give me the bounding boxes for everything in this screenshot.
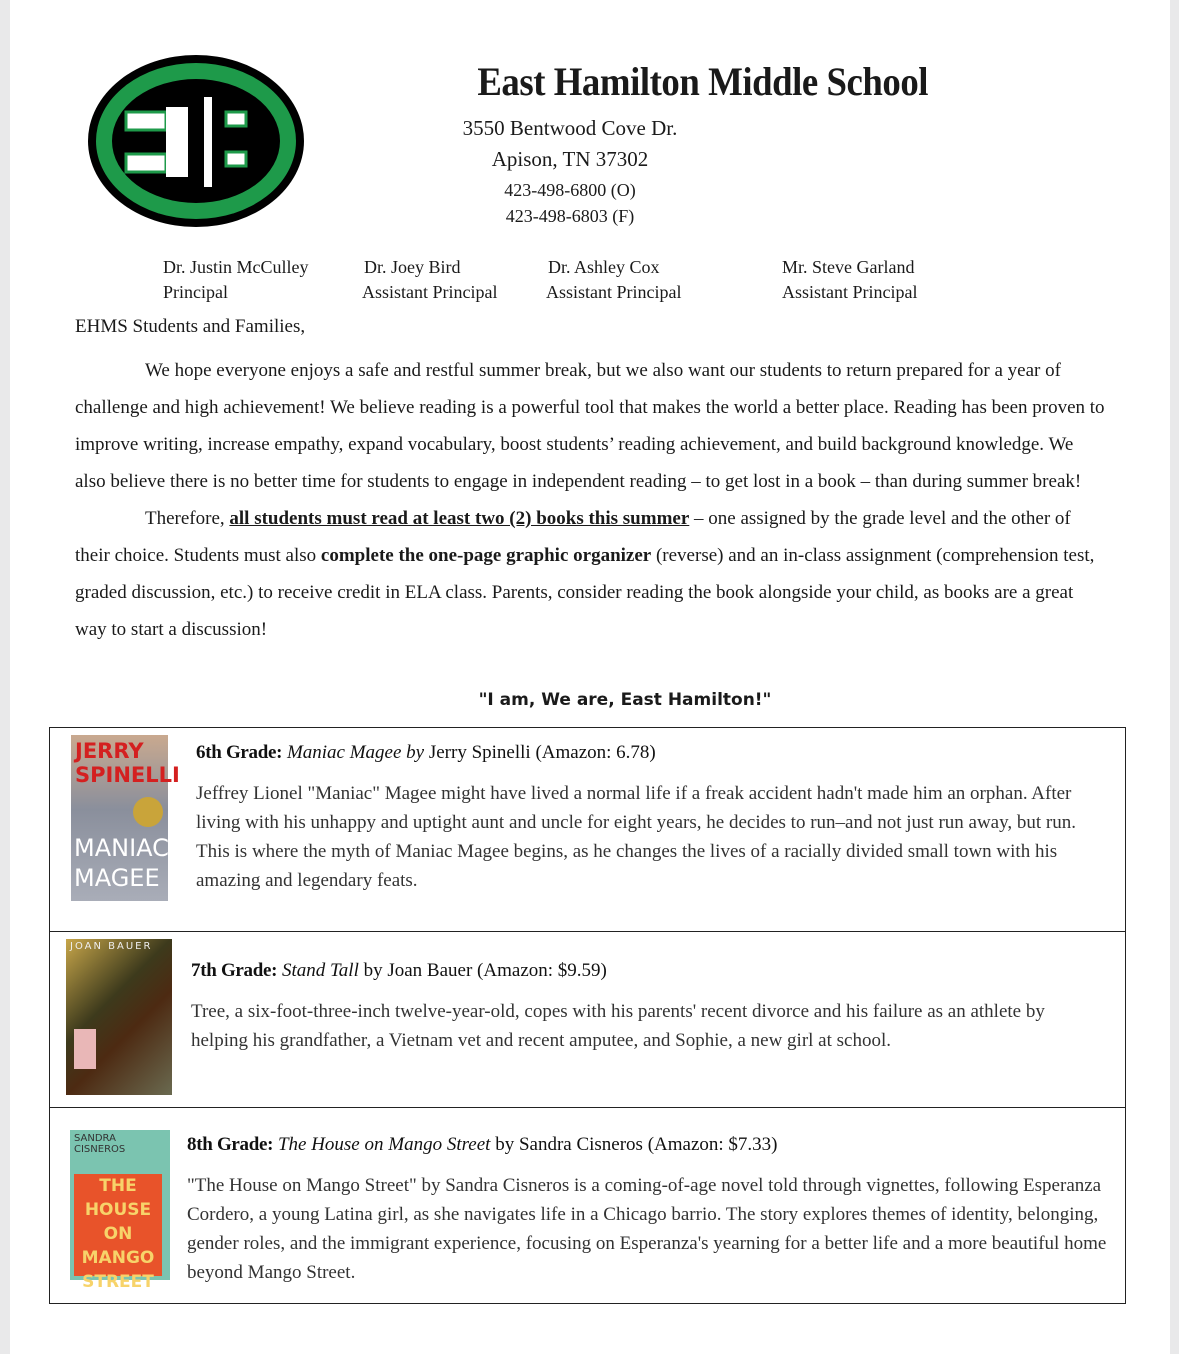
book-heading xyxy=(196,738,1106,767)
book-cover-image: JOAN BAUER xyxy=(66,939,172,1095)
staff-member xyxy=(163,255,309,305)
staff-role: Principal xyxy=(163,282,228,302)
book-table xyxy=(49,727,1126,1304)
address-line-1: 3550 Bentwood Cove Dr. xyxy=(462,116,678,140)
text: – one assigned by the grade level and the other of their choice. Students must also xyxy=(75,508,1071,566)
fax-number: 423-498-6803 (F) xyxy=(505,206,635,226)
paragraph-2 xyxy=(75,500,1105,648)
book-heading xyxy=(187,1130,1107,1159)
school-name: East Hamilton Middle School xyxy=(477,59,929,104)
text: (reverse) and an in-class assignment (comprehension test, graded discussion, etc.) to receive credit in ELA class. Parents, consider reading the book alongside your child, as books are a great way to start a discussion! xyxy=(75,545,1095,640)
staff-role: Assistant Principal xyxy=(362,282,498,302)
book-cover-image: SANDRA CISNEROS THE HOUSE ON MANGO STREET xyxy=(70,1130,170,1280)
organizer-emphasis: complete the one-page graphic organizer xyxy=(320,545,652,566)
staff-role: Assistant Principal xyxy=(546,282,682,302)
book-author-price: Jerry Spinelli (Amazon: 6.78) xyxy=(424,742,656,763)
book-author-price: by Joan Bauer (Amazon: $9.59) xyxy=(358,960,607,981)
book-description: Jeffrey Lionel "Maniac" Magee might have lived a normal life if a freak accident hadn't made him an orphan. After living with his unhappy and uptight aunt and uncle for eight years, he decides to run–and not just run away, but run. This is where the myth of Maniac Magee begins, as he changes the lives of a racially divided small town with his amazing and legendary feats. xyxy=(196,783,1076,891)
greeting: EHMS Students and Families, xyxy=(75,316,306,337)
staff-member xyxy=(782,255,918,305)
staff-member xyxy=(362,255,498,305)
book-row xyxy=(50,931,1125,1107)
grade-label: 7th Grade: xyxy=(191,960,278,981)
book-cover-image: JERRY SPINELLI MANIAC MAGEE xyxy=(71,735,168,901)
staff-name: Dr. Ashley Cox xyxy=(548,257,660,277)
requirement-emphasis: all students must read at least two (2) books this summer xyxy=(229,508,690,529)
paragraph-1: We hope everyone enjoys a safe and restful summer break, but we also want our students to return prepared for a year of challenge and high achievement! We believe reading is a powerful tool that makes the world a better place. Reading has been proven to improve writing, increase empathy, expand vocabulary, boost students’ reading achievement, and build background knowledge. We also believe there is no better time for students to engage in independent reading – to get lost in a book – than during summer break! xyxy=(75,360,1105,492)
grade-label: 8th Grade: xyxy=(187,1134,274,1155)
book-title: Maniac Magee by xyxy=(286,742,425,763)
staff-role: Assistant Principal xyxy=(782,282,918,302)
staff-member xyxy=(546,255,682,305)
staff-name: Dr. Joey Bird xyxy=(364,257,461,277)
address-line-2: Apison, TN 37302 xyxy=(491,147,649,171)
book-title: The House on Mango Street xyxy=(277,1134,491,1155)
office-phone: 423-498-6800 (O) xyxy=(504,180,636,200)
letter-body xyxy=(75,352,1105,648)
text: Therefore, xyxy=(145,508,230,529)
letter-page xyxy=(10,0,1170,1354)
book-title: Stand Tall xyxy=(281,960,359,981)
book-author-price: by Sandra Cisneros (Amazon: $7.33) xyxy=(490,1134,778,1155)
book-heading xyxy=(191,956,1101,985)
grade-label: 6th Grade: xyxy=(196,742,283,763)
staff-name: Dr. Justin McCulley xyxy=(163,257,309,277)
staff-name: Mr. Steve Garland xyxy=(782,257,915,277)
book-row xyxy=(50,728,1125,931)
book-description: "The House on Mango Street" by Sandra Cisneros is a coming-of-age novel told through vignettes, following Esperanza Cordero, a young Latina girl, as she navigates life in a Chicago barrio. The story explores themes of identity, belonging, gender roles, and the immigrant experience, focusing on Esperanza's yearning for a better life and a more beautiful home beyond Mango Street. xyxy=(187,1175,1107,1283)
book-row xyxy=(50,1107,1125,1303)
book-description: Tree, a six-foot-three-inch twelve-year-old, copes with his parents' recent divorce and his failure as an athlete by helping his grandfather, a Vietnam vet and recent amputee, and Sophie, a new girl at school. xyxy=(191,1001,1045,1051)
motto: "I am, We are, East Hamilton!" xyxy=(478,690,772,710)
